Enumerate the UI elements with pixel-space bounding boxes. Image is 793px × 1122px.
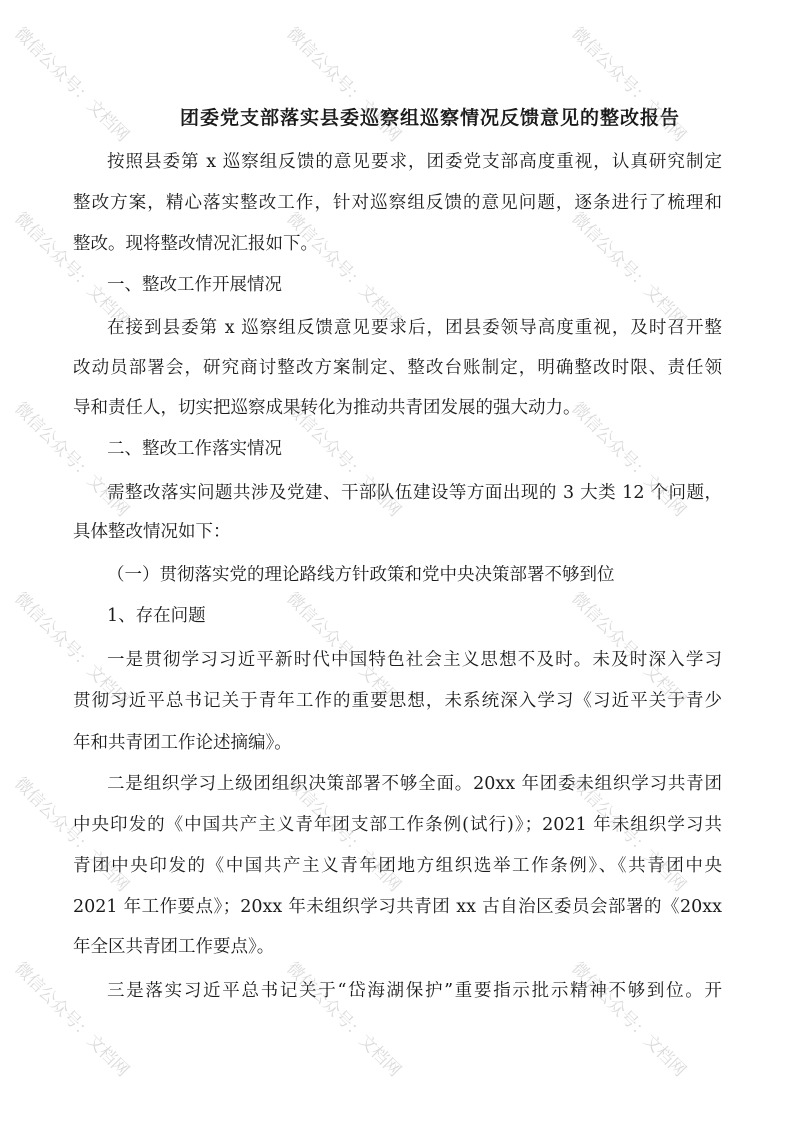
body-line-1: 按照县委第 x 巡察组反馈的意见要求，团委党支部高度重视，认真研究制定 [107,152,722,172]
watermark-text: 微信公众号：文档网 [10,208,133,331]
watermark-text: 微信公众号：文档网 [282,398,405,521]
body-line-3: 整改。现将整改情况汇报如下。 [73,234,318,254]
body-line-6: 改动员部署会，研究商讨整改方案制定、整改台账制定，明确整改时限、责任领 [73,358,722,378]
subsection-item-1: 1、存在问题 [107,606,206,626]
watermark-text: 微信公众号：文档网 [567,208,690,331]
body-line-18: 青团中央印发的《中国共产主义青年团地方组织选举工作条例》、《共青团中央 [73,856,722,876]
watermark-text: 微信公众号：文档网 [282,588,405,711]
watermark-text: 微信公众号：文档网 [10,958,133,1081]
body-line-10: 具体整改情况如下： [73,522,231,542]
watermark-text: 微信公众号：文档网 [567,958,690,1081]
body-line-20: 年全区共青团工作要点》。 [73,937,275,957]
watermark-text: 微信公众号：文档网 [567,773,690,896]
watermark-text: 微信公众号：文档网 [567,398,690,521]
body-line-15: 年和共青团工作论述摘编》。 [73,733,292,753]
watermark-text: 微信公众号：文档网 [282,773,405,896]
section-heading-1: 一、整改工作开展情况 [107,275,282,295]
document-title: 团委党支部落实县委巡察组巡察情况反馈意见的整改报告 [179,107,680,129]
body-line-19: 2021 年工作要点》；20xx 年未组织学习共青团 xx 古自治区委员会部署的《20xx [73,897,722,917]
body-line-16: 二是组织学习上级团组织决策部署不够全面。20xx 年团委未组织学习共青团 [107,774,722,794]
body-line-17: 中央印发的《中国共产主义青年团支部工作条例(试行)》；2021 年未组织学习共 [73,815,722,835]
watermark-text: 微信公众号：文档网 [10,398,133,521]
watermark-text: 微信公众号：文档网 [10,773,133,896]
watermark-text: 微信公众号：文档网 [567,588,690,711]
watermark-text: 微信公众号：文档网 [282,208,405,331]
body-line-7: 导和责任人，切实把巡察成果转化为推动共青团发展的强大动力。 [73,398,581,418]
subsection-heading-1: （一）贯彻落实党的理论路线方针政策和党中央决策部署不够到位 [107,565,615,585]
watermark-text: 微信公众号：文档网 [282,23,405,146]
body-line-5: 在接到县委第 x 巡察组反馈意见要求后，团县委领导高度重视，及时召开整 [107,318,722,338]
body-line-13: 一是贯彻学习习近平新时代中国特色社会主义思想不及时。未及时深入学习 [107,650,722,670]
body-line-14: 贯彻习近平总书记关于青年工作的重要思想，未系统深入学习《习近平关于青少 [73,691,722,711]
body-line-21: 三是落实习近平总书记关于“岱海湖保护”重要指示批示精神不够到位。开 [107,981,722,1001]
watermark-text: 微信公众号：文档网 [10,588,133,711]
watermark-text: 微信公众号：文档网 [282,958,405,1081]
section-heading-2: 二、整改工作落实情况 [107,439,282,459]
watermark-text: 微信公众号：文档网 [567,23,690,146]
body-line-2: 整改方案，精心落实整改工作，针对巡察组反馈的意见问题，逐条进行了梳理和 [73,193,722,213]
watermark-text: 微信公众号：文档网 [10,23,133,146]
body-line-9: 需整改落实问题共涉及党建、干部队伍建设等方面出现的 3 大类 12 个问题， [107,483,722,503]
